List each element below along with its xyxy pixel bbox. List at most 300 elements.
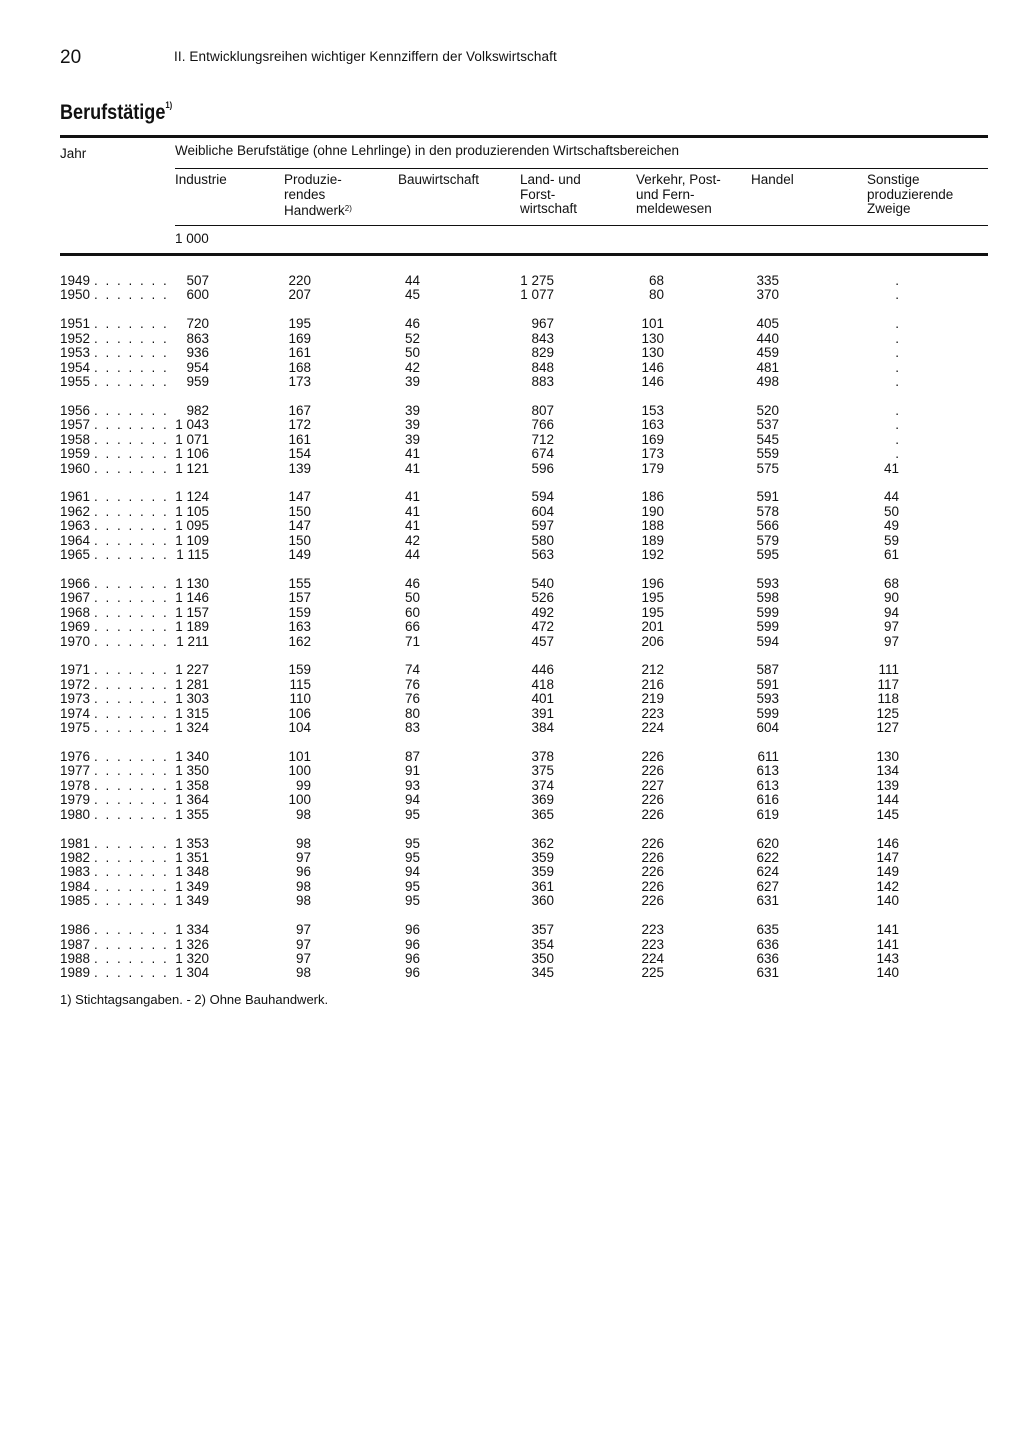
table-cell: 95 (404, 878, 420, 894)
table-cell: 596 (531, 460, 554, 476)
table-cell: 41 (404, 489, 420, 505)
table-cell: 149 (288, 547, 311, 563)
table-cell: 1 115 (176, 547, 209, 563)
table-cell: 95 (404, 806, 420, 822)
table-cell: 161 (288, 431, 311, 447)
table-cell: 150 (288, 532, 311, 548)
column-header (751, 173, 794, 188)
table-cell: 146 (641, 374, 664, 389)
table-cell: 959 (186, 374, 209, 389)
table-cell: 954 (186, 359, 209, 375)
table-cell: 96 (404, 950, 420, 966)
table-cell: 226 (641, 748, 664, 764)
table-cell: 620 (756, 835, 779, 851)
table-cell: 159 (288, 662, 311, 678)
table-cell: 139 (288, 460, 311, 476)
table-cell: 95 (404, 835, 420, 851)
table-cell: 80 (404, 705, 420, 721)
table-cell: 130 (641, 330, 664, 346)
column-header-line: Verkehr, Post- (636, 172, 721, 187)
table-cell: 378 (531, 748, 554, 764)
table-cell: 100 (288, 792, 311, 808)
spanner-header: Weibliche Berufstätige (ohne Lehrlinge) in den produzierenden Wirtschaftsbereichen (175, 143, 680, 158)
table-cell: 507 (186, 273, 209, 288)
table-cell: 1 348 (175, 864, 209, 880)
header-bottom-rule (60, 253, 988, 256)
table-cell: 50 (404, 345, 420, 361)
table-title-text: Berufstätige (60, 101, 166, 124)
column-header (867, 173, 953, 217)
table-cell: 712 (531, 431, 554, 447)
table-cell: 212 (641, 662, 664, 678)
table-cell: 1 324 (175, 720, 209, 736)
table-cell: 611 (757, 748, 779, 764)
table-cell: 150 (288, 503, 311, 519)
leader-dots: . . . . . . . (94, 691, 169, 707)
table-cell: 636 (756, 950, 779, 966)
column-header-line: meldewesen (636, 201, 712, 216)
leader-dots: . . . . . . . (94, 662, 169, 678)
table-cell: . (895, 273, 899, 288)
table-cell: 111 (878, 662, 899, 678)
table-cell: 169 (288, 330, 311, 346)
table-cell: 141 (876, 936, 899, 952)
table-cell: 127 (876, 720, 899, 736)
table-cell: 374 (531, 777, 554, 793)
year-value: 1972 (60, 676, 91, 692)
year-value: 1974 (60, 705, 91, 721)
year-value: 1988 (60, 950, 91, 966)
table-cell: 226 (641, 806, 664, 822)
year-value: 1952 (60, 330, 91, 346)
table-cell: 829 (531, 345, 554, 361)
year-value: 1962 (60, 503, 91, 519)
table-cell: 98 (295, 893, 311, 909)
leader-dots: . . . . . . . (94, 893, 169, 909)
table-cell: 1 355 (175, 806, 209, 822)
table-cell: 147 (288, 489, 311, 505)
table-cell: 97 (295, 849, 311, 865)
table-cell: 591 (756, 676, 779, 692)
table-cell: 179 (641, 460, 664, 476)
leader-dots: . . . . . . . (94, 950, 169, 966)
column-header-line: Industrie (175, 172, 227, 187)
year-value: 1953 (60, 345, 91, 361)
table-cell: 41 (404, 518, 420, 534)
table-cell: 226 (641, 849, 664, 865)
table-cell: 61 (883, 547, 899, 563)
leader-dots: . . . . . . . (94, 330, 169, 346)
table-cell: 1 275 (520, 273, 554, 288)
running-head: II. Entwicklungsreihen wichtiger Kennziffern der Volkswirtschaft (174, 49, 557, 64)
table-cell: 223 (641, 705, 664, 721)
table-cell: 1 130 (175, 575, 209, 591)
table-cell: 600 (186, 287, 209, 303)
leader-dots: . . . . . . . (94, 835, 169, 851)
table-cell: 130 (876, 748, 899, 764)
table-cell: 196 (641, 575, 664, 591)
table-cell: 44 (404, 273, 420, 288)
table-cell: 624 (756, 864, 779, 880)
table-cell: 97 (295, 936, 311, 952)
stub-header: Jahr (60, 146, 87, 161)
leader-dots: . . . . . . . (94, 849, 169, 865)
table-cell: 143 (876, 950, 899, 966)
spanner-rule (175, 168, 988, 169)
table-cell: 1 304 (175, 965, 209, 981)
table-cell: 1 351 (175, 849, 209, 865)
leader-dots: . . . . . . . (94, 619, 169, 635)
table-cell: 936 (186, 345, 209, 361)
table-cell: 227 (641, 777, 664, 793)
leader-dots: . . . . . . . (94, 359, 169, 375)
table-cell: 440 (756, 330, 779, 346)
table-cell: 195 (641, 604, 664, 620)
table-cell: 167 (288, 402, 311, 418)
year-value: 1985 (60, 893, 91, 909)
leader-dots: . . . . . . . (94, 374, 169, 389)
year-value: 1970 (60, 633, 91, 649)
table-cell: 224 (641, 720, 664, 736)
table-cell: 49 (883, 518, 899, 534)
table-cell: 1 303 (175, 691, 209, 707)
column-header (398, 173, 479, 188)
table-cell: 169 (641, 431, 664, 447)
table-cell: 481 (756, 359, 779, 375)
table-cell: . (895, 359, 899, 375)
year-value: 1965 (60, 547, 91, 563)
leader-dots: . . . . . . . (94, 965, 169, 981)
year-value: 1969 (60, 619, 91, 635)
table-cell: 354 (531, 936, 554, 952)
column-header-line: Sonstige (867, 172, 920, 187)
year-value: 1983 (60, 864, 91, 880)
page-number: 20 (60, 47, 82, 68)
leader-dots: . . . . . . . (94, 489, 169, 505)
table-cell: 537 (756, 417, 779, 433)
table-cell: 636 (756, 936, 779, 952)
table-cell: 39 (404, 417, 420, 433)
table-cell: . (895, 330, 899, 346)
table-cell: 145 (876, 806, 899, 822)
table-cell: . (895, 287, 899, 303)
table-cell: 384 (531, 720, 554, 736)
footnote: 1) Stichtagsangaben. - 2) Ohne Bauhandwerk. (60, 992, 329, 1007)
table-cell: 140 (876, 893, 899, 909)
table-cell: 1 146 (175, 590, 209, 606)
table-cell: 1 334 (175, 922, 209, 938)
column-header-note: 2) (344, 204, 352, 213)
table-cell: 68 (883, 575, 899, 591)
table-cell: 157 (288, 590, 311, 606)
year-value: 1981 (60, 835, 91, 851)
table-cell: 1 106 (175, 446, 209, 462)
leader-dots: . . . . . . . (94, 417, 169, 433)
column-header-line: produzierende (867, 186, 954, 202)
table-cell: 45 (404, 287, 420, 303)
table-cell: 597 (531, 518, 554, 534)
table-cell: 401 (531, 691, 554, 707)
table-cell: 192 (641, 547, 664, 563)
leader-dots: . . . . . . . (94, 316, 169, 332)
table-cell: 1 353 (175, 835, 209, 851)
table-cell: 1 340 (175, 748, 209, 764)
table-cell: 98 (295, 806, 311, 822)
table-cell: 146 (641, 359, 664, 375)
column-header-line: Land- und (520, 172, 581, 187)
leader-dots: . . . . . . . (94, 287, 169, 303)
leader-dots: . . . . . . . (94, 792, 169, 808)
table-cell: 863 (186, 330, 209, 346)
column-header (520, 173, 581, 217)
table-cell: 140 (876, 965, 899, 981)
table-cell: 766 (531, 417, 554, 433)
leader-dots: . . . . . . . (94, 604, 169, 620)
table-cell: 95 (404, 893, 420, 909)
table-cell: 575 (756, 460, 779, 476)
table-cell: 226 (641, 792, 664, 808)
leader-dots: . . . . . . . (94, 532, 169, 548)
year-value: 1950 (60, 287, 91, 303)
table-cell: 96 (404, 936, 420, 952)
table-cell: 195 (641, 590, 664, 606)
table-cell: 1 109 (175, 532, 209, 548)
table-cell: 91 (404, 763, 420, 779)
year-value: 1976 (60, 748, 91, 764)
table-cell: 1 349 (175, 893, 209, 909)
table-cell: 42 (404, 532, 420, 548)
leader-dots: . . . . . . . (94, 345, 169, 361)
year-value: 1979 (60, 792, 91, 808)
table-cell: . (895, 431, 899, 447)
table-cell: 848 (531, 359, 554, 375)
table-cell: 526 (531, 590, 554, 606)
table-cell: 94 (883, 604, 899, 620)
table-cell: 359 (531, 849, 554, 865)
table-cell: 149 (876, 864, 899, 880)
year-value: 1982 (60, 849, 91, 865)
table-cell: 162 (288, 633, 311, 649)
table-cell: 96 (404, 922, 420, 938)
table-cell: 1 124 (175, 489, 209, 505)
column-header-line: und Fern- (636, 186, 695, 202)
table-cell: 1 358 (175, 777, 209, 793)
table-cell: 97 (295, 922, 311, 938)
table-cell: 492 (531, 604, 554, 620)
column-header (284, 173, 352, 219)
table-cell: 115 (289, 676, 311, 692)
table-cell: 720 (186, 316, 209, 332)
table-cell: 172 (288, 417, 311, 433)
leader-dots: . . . . . . . (94, 460, 169, 476)
table-cell: 44 (883, 489, 899, 505)
table-cell: 153 (641, 402, 664, 418)
column-header-line: Handwerk$^{2)}$ (284, 203, 352, 218)
year-value: 1973 (60, 691, 91, 707)
table-cell: 142 (876, 878, 899, 894)
table-cell: 96 (404, 965, 420, 981)
table-cell: 195 (288, 316, 311, 332)
table-cell: 154 (288, 446, 311, 462)
table-cell: 579 (756, 532, 779, 548)
table-cell: 370 (756, 287, 779, 303)
table-cell: 147 (876, 849, 899, 865)
table-cell: 98 (295, 965, 311, 981)
year-value: 1954 (60, 359, 91, 375)
column-header-line: Handel (751, 172, 794, 187)
table-cell: 52 (404, 330, 420, 346)
table-cell: 74 (404, 662, 420, 678)
year-value: 1987 (60, 936, 91, 952)
table-cell: 1 211 (176, 633, 209, 649)
table-cell: 357 (531, 922, 554, 938)
leader-dots: . . . . . . . (94, 402, 169, 418)
table-cell: 472 (531, 619, 554, 635)
table-cell: 595 (756, 547, 779, 563)
table-cell: 125 (876, 705, 899, 721)
table-cell: . (895, 345, 899, 361)
leader-dots: . . . . . . . (94, 936, 169, 952)
year-value: 1978 (60, 777, 91, 793)
table-cell: 41 (883, 460, 899, 476)
table-cell: 540 (531, 575, 554, 591)
table-cell: 807 (531, 402, 554, 418)
leader-dots: . . . . . . . (94, 446, 169, 462)
leader-dots: . . . . . . . (94, 720, 169, 736)
leader-dots: . . . . . . . (94, 922, 169, 938)
leader-dots: . . . . . . . (94, 806, 169, 822)
table-cell: 39 (404, 374, 420, 389)
leader-dots: . . . . . . . (94, 547, 169, 563)
table-cell: 147 (288, 518, 311, 534)
table-cell: 361 (531, 878, 554, 894)
table-cell: 613 (756, 777, 779, 793)
year-value: 1967 (60, 590, 91, 606)
table-cell: 226 (641, 835, 664, 851)
table-cell: . (895, 402, 899, 418)
table-cell: 1 121 (175, 460, 209, 476)
table-cell: 593 (756, 691, 779, 707)
year-value: 1971 (60, 662, 91, 678)
table-cell: 224 (641, 950, 664, 966)
leader-dots: . . . . . . . (94, 878, 169, 894)
year-value: 1986 (60, 922, 91, 938)
table-cell: 613 (756, 763, 779, 779)
unit-label: 1 000 (175, 231, 209, 246)
table-cell: 117 (877, 676, 899, 692)
table-cell: 598 (756, 590, 779, 606)
table-cell: 580 (531, 532, 554, 548)
table-cell: 498 (756, 374, 779, 389)
year-value: 1963 (60, 518, 91, 534)
table-title (60, 100, 172, 125)
table-cell: 345 (531, 965, 554, 981)
table-cell: 95 (404, 849, 420, 865)
table-cell: . (895, 374, 899, 389)
table-cell: 94 (404, 792, 420, 808)
table-cell: 391 (531, 705, 554, 721)
table-cell: 97 (883, 619, 899, 635)
table-cell: 118 (877, 691, 899, 707)
table-cell: 66 (404, 619, 420, 635)
table-cell: 604 (531, 503, 554, 519)
table-cell: 59 (883, 532, 899, 548)
table-cell: 604 (756, 720, 779, 736)
year-value: 1975 (60, 720, 91, 736)
year-value: 1949 (60, 273, 91, 288)
table-cell: 46 (404, 575, 420, 591)
table-cell: 360 (531, 893, 554, 909)
year-value: 1966 (60, 575, 91, 591)
table-cell: 101 (288, 748, 311, 764)
table-cell: 161 (288, 345, 311, 361)
leader-dots: . . . . . . . (94, 575, 169, 591)
table-cell: 87 (404, 748, 420, 764)
table-cell: 98 (295, 878, 311, 894)
year-value: 1989 (60, 965, 91, 981)
table-cell: 41 (404, 460, 420, 476)
table-cell: 155 (288, 575, 311, 591)
table-cell: . (895, 417, 899, 433)
table-cell: 139 (876, 777, 899, 793)
table-cell: 1 227 (175, 662, 209, 678)
year-value: 1955 (60, 374, 91, 389)
table-cell: 459 (756, 345, 779, 361)
table-cell: 635 (756, 922, 779, 938)
table-cell: 362 (531, 835, 554, 851)
table-cell: 144 (876, 792, 899, 808)
table-cell: 98 (295, 835, 311, 851)
table-cell: 225 (641, 965, 664, 981)
table-cell: 39 (404, 402, 420, 418)
table-cell: 101 (641, 316, 664, 332)
table-cell: 39 (404, 431, 420, 447)
table-cell: 446 (531, 662, 554, 678)
table-cell: 365 (531, 806, 554, 822)
year-value: 1951 (60, 316, 91, 332)
table-cell: . (895, 316, 899, 332)
table-cell: 1 364 (175, 792, 209, 808)
table-cell: 369 (531, 792, 554, 808)
table-cell: 599 (756, 604, 779, 620)
table-cell: 159 (288, 604, 311, 620)
table-cell: 173 (641, 446, 664, 462)
table-cell: 619 (756, 806, 779, 822)
table-cell: 578 (756, 503, 779, 519)
table-cell: 350 (531, 950, 554, 966)
leader-dots: . . . . . . . (94, 431, 169, 447)
table-cell: 68 (648, 273, 664, 288)
table-cell: 1 095 (175, 518, 209, 534)
table-cell: 220 (288, 273, 311, 288)
leader-dots: . . . . . . . (94, 705, 169, 721)
leader-dots: . . . . . . . (94, 748, 169, 764)
table-cell: 418 (531, 676, 554, 692)
table-cell: 97 (883, 633, 899, 649)
year-value: 1957 (60, 417, 91, 433)
table-cell: 622 (756, 849, 779, 865)
table-cell: 134 (876, 763, 899, 779)
table-cell: 405 (756, 316, 779, 332)
leader-dots: . . . . . . . (94, 518, 169, 534)
table-cell: 226 (641, 878, 664, 894)
column-header-line: Bauwirtschaft (398, 172, 480, 187)
table-cell: 545 (756, 431, 779, 447)
table-cell: 616 (756, 792, 779, 808)
table-cell: 1 315 (175, 705, 209, 721)
table-cell: 190 (641, 503, 664, 519)
table-cell: 42 (404, 359, 420, 375)
